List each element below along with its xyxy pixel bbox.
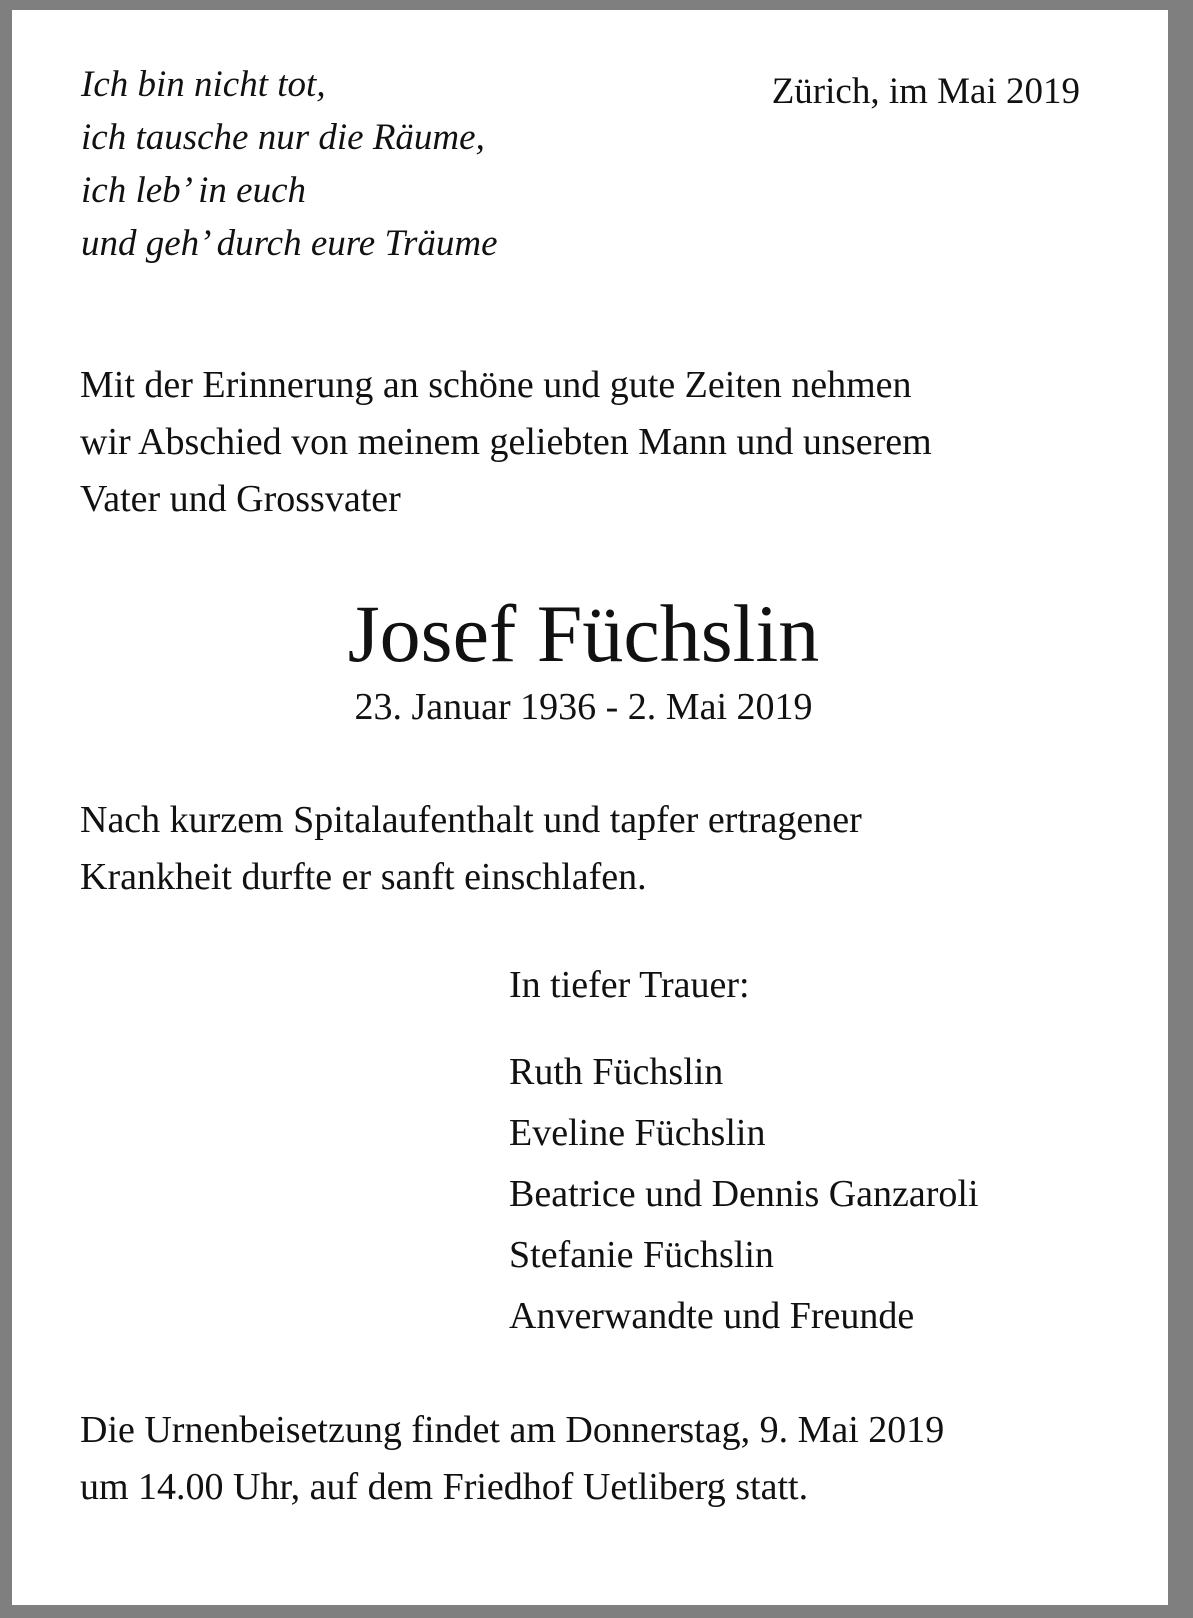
mourner-name: Anverwandte und Freunde: [509, 1295, 915, 1337]
mourning-heading: In tiefer Trauer:: [509, 964, 750, 1006]
poem-line: und geh’ durch eure Träume: [81, 223, 498, 264]
intro-line: Vater und Grossvater: [80, 478, 401, 520]
place-date: Zürich, im Mai 2019: [771, 71, 1080, 112]
burial-notice: [80, 1402, 944, 1516]
burial-notice-line: Die Urnenbeisetzung findet am Donnerstag, 9. Mai 2019: [80, 1409, 945, 1451]
mourner-name: Eveline Füchslin: [509, 1112, 766, 1154]
deceased-name: Josef Füchslin: [347, 588, 820, 679]
poem-line: Ich bin nicht tot,: [81, 64, 326, 105]
intro-line: wir Abschied von meinem geliebten Mann und unserem: [80, 421, 932, 463]
passing-line: Krankheit durfte er sanft einschlafen.: [80, 856, 647, 898]
mourner-name: Stefanie Füchslin: [509, 1234, 774, 1276]
mourner-name: Beatrice und Dennis Ganzaroli: [509, 1173, 979, 1215]
burial-notice-line: um 14.00 Uhr, auf dem Friedhof Uetliberg statt.: [80, 1466, 809, 1508]
poem-line: ich tausche nur die Räume,: [81, 117, 485, 158]
life-dates: 23. Januar 1936 - 2. Mai 2019: [354, 686, 813, 728]
mourners-list: [509, 1042, 979, 1347]
poem-line: ich leb’ in euch: [81, 170, 306, 211]
obituary-page: [12, 10, 1168, 1605]
intro-line: Mit der Erinnerung an schöne und gute Zeiten nehmen: [80, 364, 912, 406]
mourner-name: Ruth Füchslin: [509, 1051, 724, 1093]
passing-line: Nach kurzem Spitalaufenthalt und tapfer ertragener: [80, 799, 862, 841]
poem: [81, 58, 498, 270]
passing-text: [80, 792, 862, 906]
intro-text: [80, 357, 932, 528]
